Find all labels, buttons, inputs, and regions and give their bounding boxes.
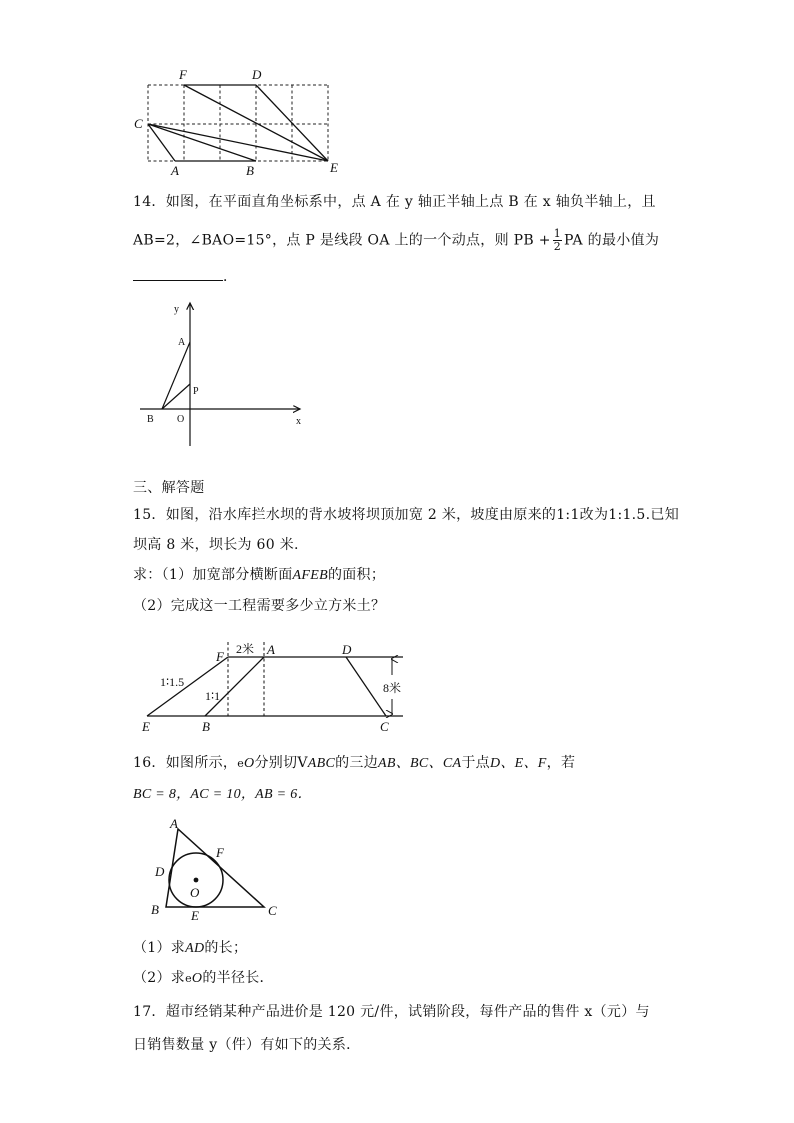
section-title: 三、解答题 bbox=[133, 480, 205, 496]
q16-line1-a: 16．如图所示， bbox=[133, 755, 238, 771]
q16-sub2-circle-symbol: e bbox=[185, 972, 192, 985]
coordinate-figure bbox=[130, 296, 310, 452]
label-F: F bbox=[179, 67, 187, 82]
q15-line1: 15．如图，沿水库拦水坝的背水坡将坝顶加宽 2 米，坡度由原来的1:1改为1:1.5.已知 bbox=[133, 507, 679, 523]
label-E: E bbox=[330, 160, 338, 175]
q16-line1-b: 分别切 bbox=[254, 755, 298, 771]
q14-line1: 14．如图，在平面直角坐标系中，点 A 在 y 轴正半轴上点 B 在 x 轴负半轴上，且 bbox=[133, 194, 656, 210]
dam-figure bbox=[138, 636, 408, 736]
q14-answer-line bbox=[133, 266, 237, 287]
c-label-F: F bbox=[216, 845, 224, 860]
c-label-B: B bbox=[151, 902, 159, 917]
q15-line3-pre: 求：（1）加宽部分横断面 bbox=[133, 567, 293, 583]
sides-list: AB、BC、CA bbox=[378, 756, 462, 771]
triangle-symbol: V bbox=[297, 755, 308, 771]
q15-line4: （2）完成这一工程需要多少立方米土？ bbox=[133, 598, 386, 614]
grid-figure bbox=[128, 64, 348, 178]
triangle-var: ABC bbox=[307, 756, 336, 771]
circle-var: O bbox=[244, 756, 255, 771]
q16-line1-d: 于点 bbox=[461, 755, 490, 771]
triangle-ABC bbox=[166, 829, 264, 907]
label-x: x bbox=[296, 416, 301, 427]
circle-symbol: e bbox=[237, 757, 245, 770]
c-label-E: E bbox=[191, 908, 199, 923]
q15-line3-var: AFEB bbox=[292, 568, 328, 583]
q16-line1 bbox=[133, 753, 575, 774]
c-label-D: D bbox=[155, 864, 165, 879]
dam-label-E: E bbox=[142, 719, 150, 734]
points-list: D、E、F bbox=[489, 756, 547, 771]
dam-label-F: F bbox=[216, 649, 224, 664]
dam-label-A: A bbox=[267, 642, 275, 657]
incircle-figure bbox=[144, 812, 284, 924]
grid-dashed-lines bbox=[148, 85, 328, 161]
fraction-numerator: 1 bbox=[553, 227, 562, 240]
label-y: y bbox=[174, 304, 179, 315]
label-A2: A bbox=[178, 337, 186, 348]
label-B2: B bbox=[147, 414, 154, 425]
q17-line2: 日销售数量 y（件）有如下的关系． bbox=[133, 1037, 361, 1053]
segment-BP bbox=[162, 384, 190, 409]
label-O: O bbox=[177, 414, 185, 425]
c-label-A: A bbox=[170, 816, 178, 831]
q14-line2-pre: AB=2，∠BAO=15°，点 P 是线段 OA 上的一个动点，则 PB + bbox=[133, 232, 551, 249]
q16-sub2-pre: （2）求 bbox=[133, 970, 186, 986]
q15-line3 bbox=[133, 565, 385, 586]
c-label-C: C bbox=[268, 903, 277, 918]
label-B: B bbox=[246, 163, 254, 178]
q15-line2: 坝高 8 米，坝长为 60 米. bbox=[133, 537, 299, 553]
dam-label-B: B bbox=[202, 719, 210, 734]
dam-label-C: C bbox=[380, 719, 389, 734]
q16-sub2 bbox=[133, 968, 274, 989]
answer-blank-period: ． bbox=[223, 269, 238, 285]
slope-old-label: 1∶1 bbox=[205, 689, 221, 703]
q16-line1-c: 的三边 bbox=[335, 755, 379, 771]
q16-line2: BC = 8，AC = 10，AB = 6． bbox=[133, 787, 312, 802]
q14-line2-post: PA 的最小值为 bbox=[564, 232, 660, 249]
c-label-O: O bbox=[190, 885, 200, 900]
q16-sub2-var: O bbox=[191, 971, 203, 986]
q16-line1-e: ，若 bbox=[546, 755, 576, 771]
center-dot bbox=[194, 878, 199, 883]
dam-label-D: D bbox=[342, 642, 352, 657]
answer-blank[interactable] bbox=[133, 266, 223, 281]
width-2m-label: 2米 bbox=[236, 642, 255, 656]
label-C: C bbox=[134, 116, 143, 131]
label-P: P bbox=[193, 386, 199, 397]
label-A: A bbox=[171, 163, 179, 178]
q16-sub2-post: 的半径长． bbox=[202, 970, 274, 986]
q17-line1: 17．超市经销某种产品进价是 120 元/件，试销阶段，每件产品的售件 x（元）与 bbox=[133, 1004, 650, 1020]
q16-sub1-pre: （1）求 bbox=[133, 940, 186, 956]
q16-sub1 bbox=[133, 938, 247, 959]
grid-solid-segments bbox=[148, 85, 328, 161]
label-D: D bbox=[252, 67, 262, 82]
height-8m-label: 8米 bbox=[383, 681, 402, 695]
q16-sub1-var: AD bbox=[185, 941, 205, 956]
segment-BA bbox=[162, 342, 190, 409]
q15-line3-post: 的面积； bbox=[327, 567, 386, 583]
half-fraction bbox=[553, 228, 562, 253]
q14-line2 bbox=[133, 228, 659, 253]
dam-outline bbox=[147, 657, 403, 716]
fraction-denominator: 2 bbox=[553, 240, 562, 253]
q16-sub1-post: 的长； bbox=[204, 940, 248, 956]
slope-new-label: 1∶1.5 bbox=[160, 675, 185, 689]
